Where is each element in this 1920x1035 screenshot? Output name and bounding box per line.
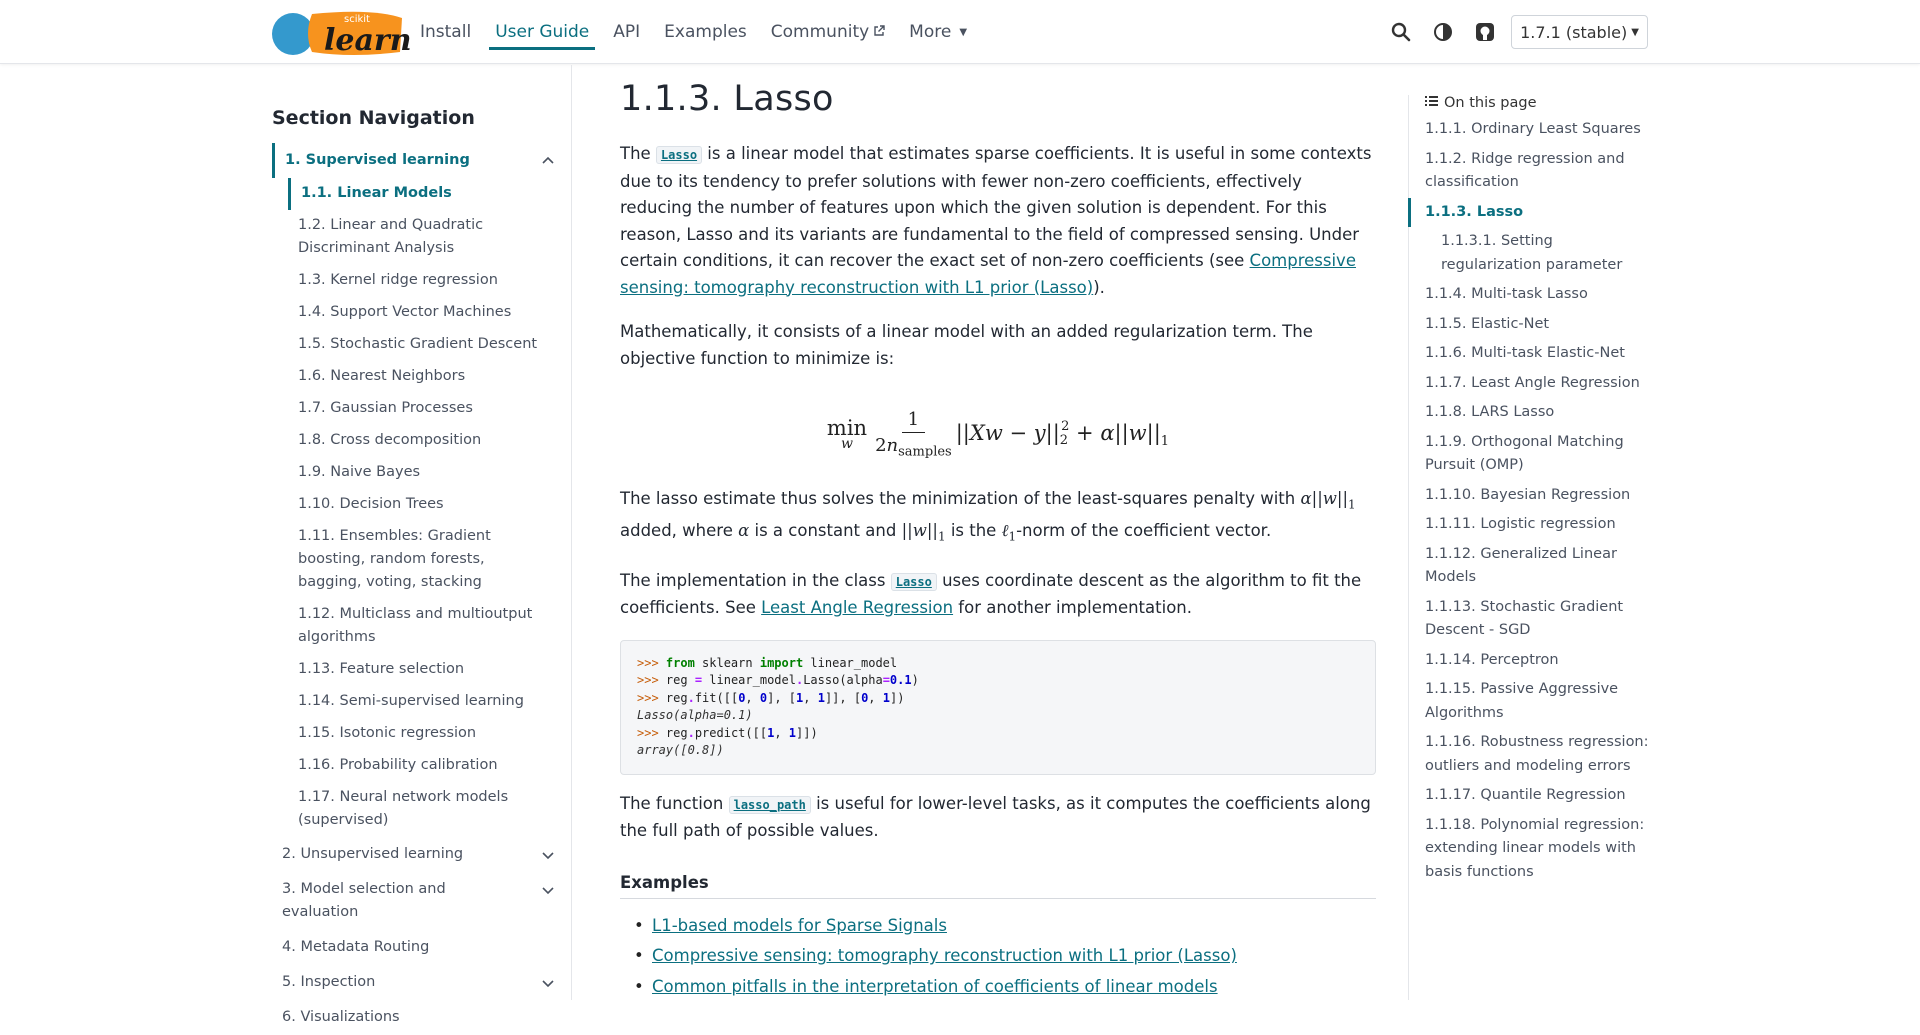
caret-down-icon: ▼	[959, 26, 968, 38]
toc-item[interactable]: 1.1.2. Ridge regression and classification	[1425, 150, 1625, 190]
toc-item[interactable]: 1.1.18. Polynomial regression: extending linear models with basis functions	[1425, 816, 1645, 880]
text: ).	[1093, 277, 1105, 297]
lasso-class-link[interactable]: Lasso	[656, 146, 702, 164]
caret-down-icon: ▼	[1631, 26, 1639, 38]
toc-item[interactable]: 1.1.4. Multi-task Lasso	[1425, 286, 1588, 302]
toc-item[interactable]: 1.1.7. Least Angle Regression	[1425, 374, 1640, 391]
sidebar-item[interactable]: 1.8. Cross decomposition	[298, 432, 482, 448]
sidebar-section-model-selection[interactable]	[272, 872, 562, 930]
sidebar-item[interactable]: 1.6. Nearest Neighbors	[298, 368, 466, 384]
toc-header	[1409, 95, 1658, 111]
nav-install[interactable]: Install	[420, 22, 472, 42]
toc-item[interactable]: 1.1.11. Logistic regression	[1425, 516, 1616, 532]
sidebar-item[interactable]: 1.7. Gaussian Processes	[298, 400, 473, 416]
chevron-up-icon[interactable]	[542, 151, 554, 174]
scikit-learn-logo[interactable]	[272, 8, 412, 58]
toc-item-lasso[interactable]: 1.1.3. Lasso	[1408, 198, 1658, 228]
sidebar-item[interactable]: 1.9. Naive Bayes	[298, 464, 421, 480]
text: for another implementation.	[953, 598, 1192, 618]
chevron-down-icon[interactable]	[542, 845, 554, 868]
example-link[interactable]: L1-based models for Sparse Signals	[652, 915, 947, 935]
toc-item[interactable]: 1.1.10. Bayesian Regression	[1425, 486, 1631, 503]
least-angle-regression-link[interactable]: Least Angle Regression	[761, 598, 954, 618]
sidebar-item[interactable]: 1.17. Neural network models (supervised)	[298, 789, 509, 828]
lasso-path-paragraph	[620, 791, 1376, 845]
text: -norm of the coefficient vector.	[1016, 520, 1272, 540]
text: is useful for lower-level tasks, as it computes the coefficients along the full path of possible values.	[620, 793, 1371, 841]
sidebar-section-metadata-routing[interactable]	[272, 930, 562, 965]
text: is the	[945, 520, 1002, 540]
sidebar-section-label: 6. Visualizations	[282, 1009, 400, 1025]
sidebar-item[interactable]: 1.4. Support Vector Machines	[298, 304, 512, 320]
lasso-class-link[interactable]: Lasso	[891, 573, 937, 591]
implementation-paragraph	[620, 568, 1376, 622]
example-link[interactable]: Common pitfalls in the interpretation of coefficients of linear models	[652, 976, 1218, 996]
sidebar-section-label: 1. Supervised learning	[285, 152, 470, 168]
objective-function-equation: min w $\frac{1}{2n_{samples}}$ $||Xw - y||_2^2 + \alpha||w||_1$	[826, 408, 1170, 460]
github-icon[interactable]	[1464, 11, 1506, 53]
sidebar-item[interactable]: 1.16. Probability calibration	[298, 757, 498, 773]
text: uses coordinate descent as the algorithm to fit the coefficients. See	[620, 570, 1362, 618]
list-item	[634, 972, 1376, 1003]
version-label: 1.7.1 (stable)	[1520, 22, 1628, 42]
text: The lasso estimate thus solves the minimization of the least-squares penalty with	[620, 489, 1301, 508]
toc-item[interactable]: 1.1.14. Perceptron	[1425, 651, 1559, 668]
nav-more-dropdown[interactable]	[909, 0, 967, 64]
sidebar-section-inspection[interactable]	[272, 965, 562, 1000]
version-switcher[interactable]	[1511, 15, 1648, 49]
sidebar-item[interactable]: 1.15. Isotonic regression	[298, 725, 477, 741]
examples-list	[620, 911, 1376, 1003]
code-example-block[interactable]: >>> from sklearn import linear_model >>> reg = linear_model.Lasso(alpha=0.1) >>> reg.fit([[0, 0], [1, 1]], [0, 1]) Lasso(alpha=0.1) >>> reg.predict([[1, 1]]) array([0.8])	[620, 640, 1376, 775]
text: The	[620, 144, 656, 163]
sidebar-section-supervised[interactable]	[272, 143, 562, 178]
sidebar-section-label: 4. Metadata Routing	[282, 939, 430, 955]
nav-examples[interactable]: Examples	[664, 22, 747, 42]
top-navbar	[0, 0, 1920, 64]
sidebar-item[interactable]: 1.2. Linear and Quadratic Discriminant Analysis	[298, 217, 484, 256]
toc-item[interactable]: 1.1.8. LARS Lasso	[1425, 404, 1555, 420]
sidebar-title: Section Navigation	[272, 107, 475, 129]
sidebar-section-label: 2. Unsupervised learning	[282, 846, 464, 862]
logo-main-text: learn	[324, 23, 412, 58]
sidebar-section-visualizations[interactable]	[272, 1000, 562, 1035]
text: is a linear model that estimates sparse coefficients. It is useful in some contexts due to its tendency to prefer solutions with fewer non-zero coefficients, effectively reducing the number of features upon which the given solution is dependent. For this reason, Lasso and its variants are fundamental to the field of compressed sensing. Under certain conditions, it can recover the exact set of non-zero coefficients (see	[620, 144, 1372, 270]
search-icon[interactable]	[1380, 11, 1422, 53]
lasso-estimate-paragraph: The lasso estimate thus solves the minimization of the least-squares penalty with $\alpha||w||_1$ added, where α is a constant and $||w||_1$ is the ℓ$_1$-norm of the coefficient vector.	[620, 489, 1356, 544]
nav-community[interactable]	[771, 0, 885, 64]
text: added, where	[620, 520, 739, 540]
math-intro-paragraph: Mathematically, it consists of a linear model with an added regularization term. The objective function to minimize is:	[620, 322, 1313, 368]
page-title: 1.1.3. Lasso	[620, 79, 834, 119]
toc-item[interactable]: 1.1.9. Orthogonal Matching Pursuit (OMP)	[1425, 433, 1624, 473]
section-navigation-sidebar	[0, 65, 572, 1025]
list-item	[634, 911, 1376, 942]
text: The implementation in the class	[620, 570, 891, 590]
sidebar-item[interactable]: 1.10. Decision Trees	[298, 496, 444, 512]
external-link-icon	[873, 25, 885, 40]
toc-item[interactable]: 1.1.3.1. Setting regularization parameter	[1441, 233, 1623, 273]
toc-item[interactable]: 1.1.16. Robustness regression: outliers and modeling errors	[1425, 734, 1649, 774]
sidebar-item[interactable]: 1.13. Feature selection	[298, 661, 465, 677]
sidebar-section-unsupervised[interactable]	[272, 837, 562, 872]
intro-paragraph	[620, 141, 1376, 301]
sidebar-item[interactable]: 1.5. Stochastic Gradient Descent	[298, 336, 538, 352]
text: is a constant and	[749, 520, 902, 540]
toc-item[interactable]: 1.1.1. Ordinary Least Squares	[1425, 121, 1641, 137]
sidebar-item[interactable]: 1.11. Ensembles: Gradient boosting, random forests, bagging, voting, stacking	[298, 528, 491, 590]
examples-heading: Examples	[620, 873, 1376, 899]
sidebar-item-linear-models[interactable]: 1.1. Linear Models	[288, 178, 562, 210]
sidebar-section-label: 5. Inspection	[282, 974, 376, 990]
main-content	[620, 65, 1376, 1000]
example-link[interactable]: Compressive sensing: tomography reconstruction with L1 prior (Lasso)	[652, 946, 1237, 966]
nav-more-label: More	[909, 22, 952, 42]
on-this-page-toc	[1408, 95, 1658, 1000]
chevron-down-icon[interactable]	[542, 880, 554, 903]
sidebar-item[interactable]: 1.14. Semi-supervised learning	[298, 693, 524, 709]
text: The function	[620, 793, 729, 813]
nav-user-guide[interactable]: User Guide	[495, 0, 589, 64]
sidebar-item[interactable]: 1.3. Kernel ridge regression	[298, 272, 498, 288]
list-item	[634, 941, 1376, 972]
toc-item[interactable]: 1.1.12. Generalized Linear Models	[1425, 545, 1617, 585]
compressive-sensing-link[interactable]: Compressive sensing: tomography reconstruction with L1 prior (Lasso)	[620, 251, 1356, 297]
toc-item[interactable]: 1.1.17. Quantile Regression	[1425, 787, 1626, 803]
sidebar-section-label: 3. Model selection and evaluation	[282, 881, 446, 920]
logo-small-text: scikit	[344, 14, 370, 25]
toc-item[interactable]: 1.1.15. Passive Aggressive Algorithms	[1425, 681, 1619, 721]
toc-item[interactable]: 1.1.6. Multi-task Elastic-Net	[1425, 345, 1625, 361]
theme-toggle-icon[interactable]	[1422, 11, 1464, 53]
list-icon	[1425, 95, 1438, 111]
nav-api[interactable]: API	[613, 22, 641, 42]
toc-item[interactable]: 1.1.13. Stochastic Gradient Descent - SGD	[1425, 598, 1624, 638]
toc-header-label: On this page	[1444, 95, 1537, 111]
lasso-path-link[interactable]: lasso_path	[729, 796, 811, 814]
sidebar-item[interactable]: 1.12. Multiclass and multioutput algorithms	[298, 606, 533, 645]
nav-community-label: Community	[770, 22, 870, 42]
toc-item[interactable]: 1.1.5. Elastic-Net	[1425, 315, 1550, 332]
chevron-down-icon[interactable]	[542, 973, 554, 996]
